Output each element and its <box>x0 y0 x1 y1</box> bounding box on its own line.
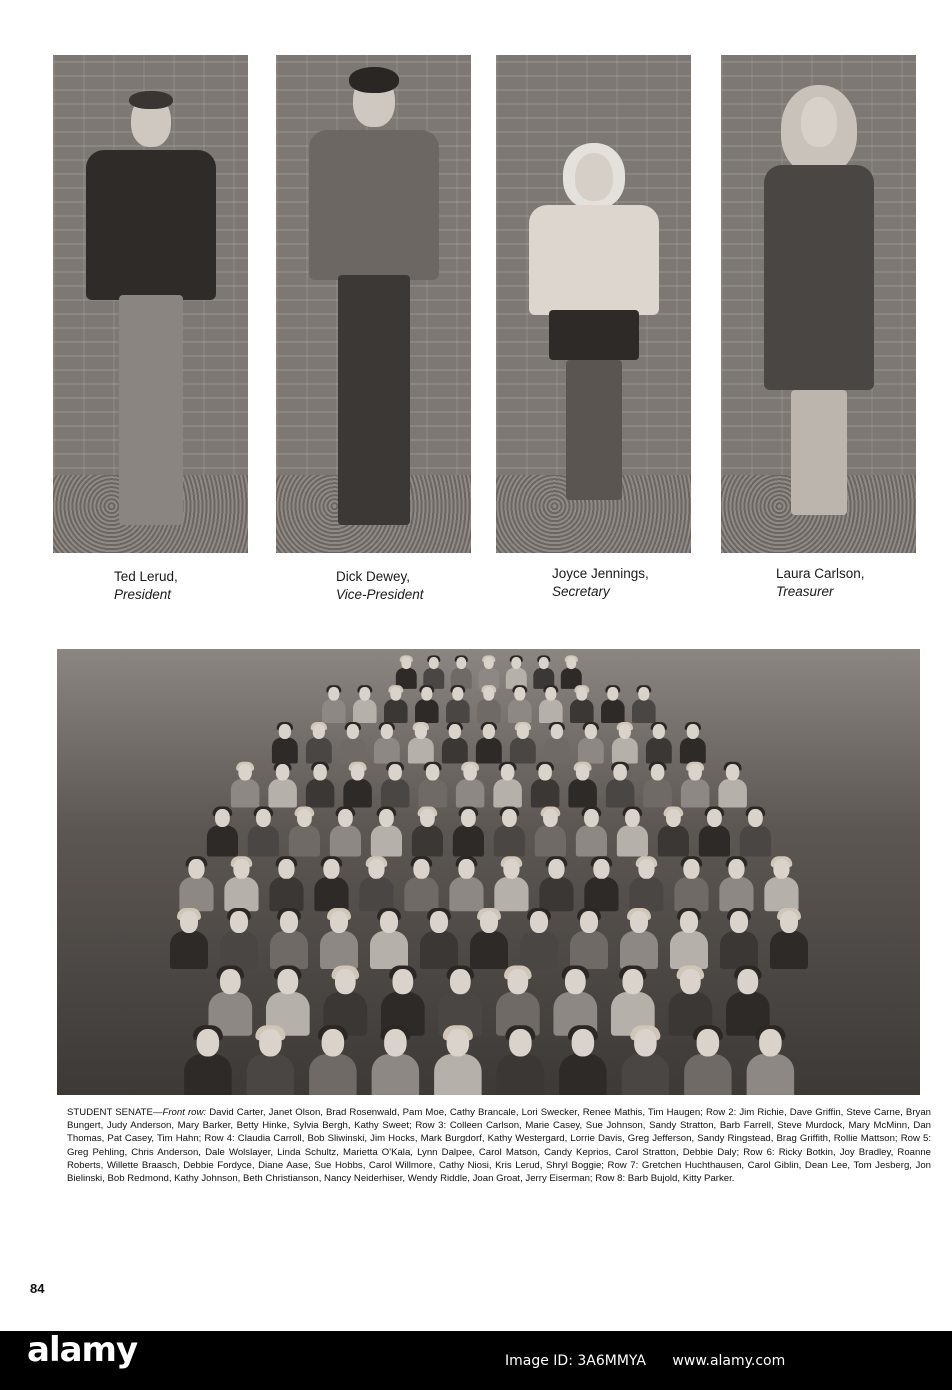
caption-heading: STUDENT SENATE— <box>67 1107 163 1118</box>
officer-name: Ted Lerud, <box>114 569 178 584</box>
group-photo-person <box>449 657 473 689</box>
group-photo-person <box>531 657 555 689</box>
group-photo-person <box>536 859 576 911</box>
figure-legs <box>119 295 183 525</box>
officer-role: Treasurer <box>776 584 834 599</box>
group-photo-person <box>678 764 711 808</box>
figure-legs <box>566 360 622 500</box>
group-photo-person <box>573 809 609 857</box>
group-photo-person <box>367 911 411 969</box>
group-photo-person <box>492 1029 547 1095</box>
group-photo-person <box>610 724 640 763</box>
group-photo-person <box>717 911 761 969</box>
group-photo-person <box>467 911 511 969</box>
group-photo-person <box>270 724 300 763</box>
watermark-site: www.alamy.com <box>672 1353 786 1369</box>
group-photo-person <box>368 809 404 857</box>
group-photo-person <box>581 859 621 911</box>
group-photo-person <box>286 809 322 857</box>
group-photo-person <box>491 809 527 857</box>
officer-photo-vice-president <box>276 55 471 553</box>
group-photo-person <box>267 911 311 969</box>
group-photo-person <box>603 764 636 808</box>
figure-torso <box>309 130 439 280</box>
group-photo-row <box>100 859 877 911</box>
group-photo-person <box>508 724 538 763</box>
figure-hair <box>349 67 399 93</box>
group-photo-person <box>678 724 708 763</box>
figure-torso <box>529 205 659 315</box>
group-photo-person <box>617 1029 672 1095</box>
group-photo-person <box>576 724 606 763</box>
figure-head <box>575 153 613 201</box>
group-photo-person <box>327 809 363 857</box>
group-photo-person <box>559 657 583 689</box>
group-photo-person <box>382 687 409 723</box>
group-photo-person <box>655 809 691 857</box>
group-photo-person <box>742 1029 797 1095</box>
officer-photo-treasurer <box>721 55 916 553</box>
group-photo-person <box>630 687 657 723</box>
group-photo-row <box>195 724 782 763</box>
figure-torso <box>86 150 216 300</box>
group-photo-person <box>716 764 749 808</box>
group-photo-person <box>450 809 486 857</box>
group-photo-person <box>266 859 306 911</box>
officer-caption-secretary <box>552 565 649 601</box>
group-photo-person <box>506 687 533 723</box>
officer-name: Laura Carlson, <box>776 566 865 581</box>
group-photo-person <box>311 859 351 911</box>
group-photo-person <box>474 724 504 763</box>
watermark-bar <box>0 1331 952 1390</box>
group-photo-person <box>767 911 811 969</box>
group-photo-person <box>476 657 500 689</box>
group-photo-person <box>317 911 361 969</box>
group-photo-person <box>245 809 281 857</box>
group-photo-row <box>221 687 756 723</box>
officer-photo-secretary <box>496 55 691 553</box>
group-photo-person <box>401 859 441 911</box>
group-photo-person <box>680 1029 735 1095</box>
group-photo-person <box>305 1029 360 1095</box>
group-photo-person <box>537 687 564 723</box>
officer-photo-president <box>53 55 248 553</box>
group-photo-person <box>491 764 524 808</box>
officer-role: Vice-President <box>336 587 424 602</box>
group-photo-person <box>504 657 528 689</box>
group-photo-person <box>367 1029 422 1095</box>
group-photo-person <box>167 911 211 969</box>
group-photo-person <box>517 911 561 969</box>
figure-legs <box>338 275 410 525</box>
group-photo-person <box>204 809 240 857</box>
group-photo-person <box>417 911 461 969</box>
group-photo-person <box>555 1029 610 1095</box>
group-photo-person <box>303 764 336 808</box>
group-photo-person <box>568 687 595 723</box>
student-senate-caption <box>67 1106 931 1185</box>
group-photo-person <box>444 687 471 723</box>
group-photo-person <box>667 911 711 969</box>
group-photo-person <box>406 724 436 763</box>
group-photo-person <box>394 657 418 689</box>
group-photo-row <box>165 764 812 808</box>
group-photo-person <box>320 687 347 723</box>
group-photo-person <box>421 657 445 689</box>
caption-names: David Carter, Janet Olson, Brad Rosenwald, Pam Moe, Cathy Brancale, Lori Swecker, Renee Mathis, Tim Haugen; Row 2: Jim Richie, Dave Griffin, Steve Carne, Bryan Bungert, Judy Anderson, Mary Barker, Betty Hinke, Sylvia Bergh, Kathy Sweet; Row 3: Colleen Carlson, Marie Casey, Sue Johnson, Sandy Stratton, Barb Farrell, Steve Murdock, Mary McMinn, Dan Thomas, Pat Casey, Tim Hahn; Row 4: Claudia Carroll, Bob Sliwinski, Jim Hocks, Mark Burgdorf, Kathy Westergard, Lorrie Davis, Greg Jefferson, Sandy Ringstead, Brag Griffith, Rollie Mattson; Row 5: Greg Pehling, Chris Anderson, Dale Wolslayer, Linda Schultz, Marietta O'Kala, Lynn Dalpee, Carol Matson, Candy Keprios, Carol Stratton, Debbie Daly; Row 6: Ricky Botkin, Joy Bradley, Roanne Roberts, Willette Braasch, Debbie Fordyce, Diane Aase, Sue Hobbs, Carol Willmore, Cathy Niosi, Kris Lerud, Shryl Boggie; Row 7: Gretchen Huchthausen, Carol Giblin, Dean Lee, Tom Jesberg, Jon Bielinski, Bob Redmond, Kathy Johnson, Beth Christianson, Nancy Neiderhiser, Wendy Riddle, Joan Groat, Jerry Eiserman; Row 8: Barb Bujold, Kitty Parker. <box>67 1107 931 1185</box>
group-photo-row <box>57 911 920 969</box>
officer-role: President <box>114 587 172 602</box>
figure-legs <box>791 390 847 515</box>
group-photo-person <box>617 911 661 969</box>
group-photo-person <box>228 764 261 808</box>
group-photo-row <box>57 1029 920 1095</box>
group-photo-person <box>761 859 801 911</box>
figure-head <box>801 97 837 147</box>
officer-name: Joyce Jennings, <box>552 566 649 581</box>
group-photo-person <box>304 724 334 763</box>
watermark-logo: alamy <box>27 1330 138 1370</box>
group-photo-person <box>567 911 611 969</box>
group-photo-person <box>644 724 674 763</box>
group-photo-person <box>409 809 445 857</box>
group-photo-person <box>453 764 486 808</box>
group-photo-person <box>626 859 666 911</box>
group-photo-person <box>599 687 626 723</box>
group-photo-row <box>251 657 726 689</box>
group-photo-person <box>716 859 756 911</box>
group-photo-person <box>266 764 299 808</box>
group-photo-person <box>737 809 773 857</box>
group-photo-person <box>491 859 531 911</box>
group-photo-person <box>475 687 502 723</box>
group-photo-person <box>446 859 486 911</box>
watermark-image-id: Image ID: 3A6MMYA <box>505 1353 646 1369</box>
group-photo-person <box>180 1029 235 1095</box>
group-photo-person <box>542 724 572 763</box>
figure-dress <box>764 165 874 390</box>
officer-role: Secretary <box>552 584 610 599</box>
group-photo-person <box>528 764 561 808</box>
group-photo-person <box>671 859 711 911</box>
group-photo-person <box>416 764 449 808</box>
caption-front-row-label: Front row: <box>162 1107 207 1118</box>
officer-caption-president <box>114 568 178 604</box>
group-photo-person <box>338 724 368 763</box>
figure-hair <box>129 91 173 109</box>
figure-skirt <box>549 310 639 360</box>
group-photo-person <box>372 724 402 763</box>
officer-caption-treasurer <box>776 565 865 601</box>
group-photo-row <box>135 809 843 857</box>
officer-name: Dick Dewey, <box>336 569 411 584</box>
group-photo-person <box>341 764 374 808</box>
group-photo-person <box>221 859 261 911</box>
officer-caption-vice-president <box>336 568 424 604</box>
group-photo-person <box>356 859 396 911</box>
group-photo-person <box>242 1029 297 1095</box>
group-photo-person <box>217 911 261 969</box>
student-senate-group-photo <box>57 649 920 1095</box>
group-photo-person <box>430 1029 485 1095</box>
group-photo-person <box>176 859 216 911</box>
group-photo-person <box>378 764 411 808</box>
page-number: 84 <box>30 1281 45 1296</box>
group-photo-person <box>614 809 650 857</box>
watermark-text <box>505 1353 807 1369</box>
group-photo-person <box>641 764 674 808</box>
group-photo-person <box>566 764 599 808</box>
group-photo-row <box>57 969 920 1036</box>
group-photo-person <box>532 809 568 857</box>
group-photo-person <box>696 809 732 857</box>
group-photo-person <box>440 724 470 763</box>
group-photo-person <box>351 687 378 723</box>
group-photo-person <box>413 687 440 723</box>
